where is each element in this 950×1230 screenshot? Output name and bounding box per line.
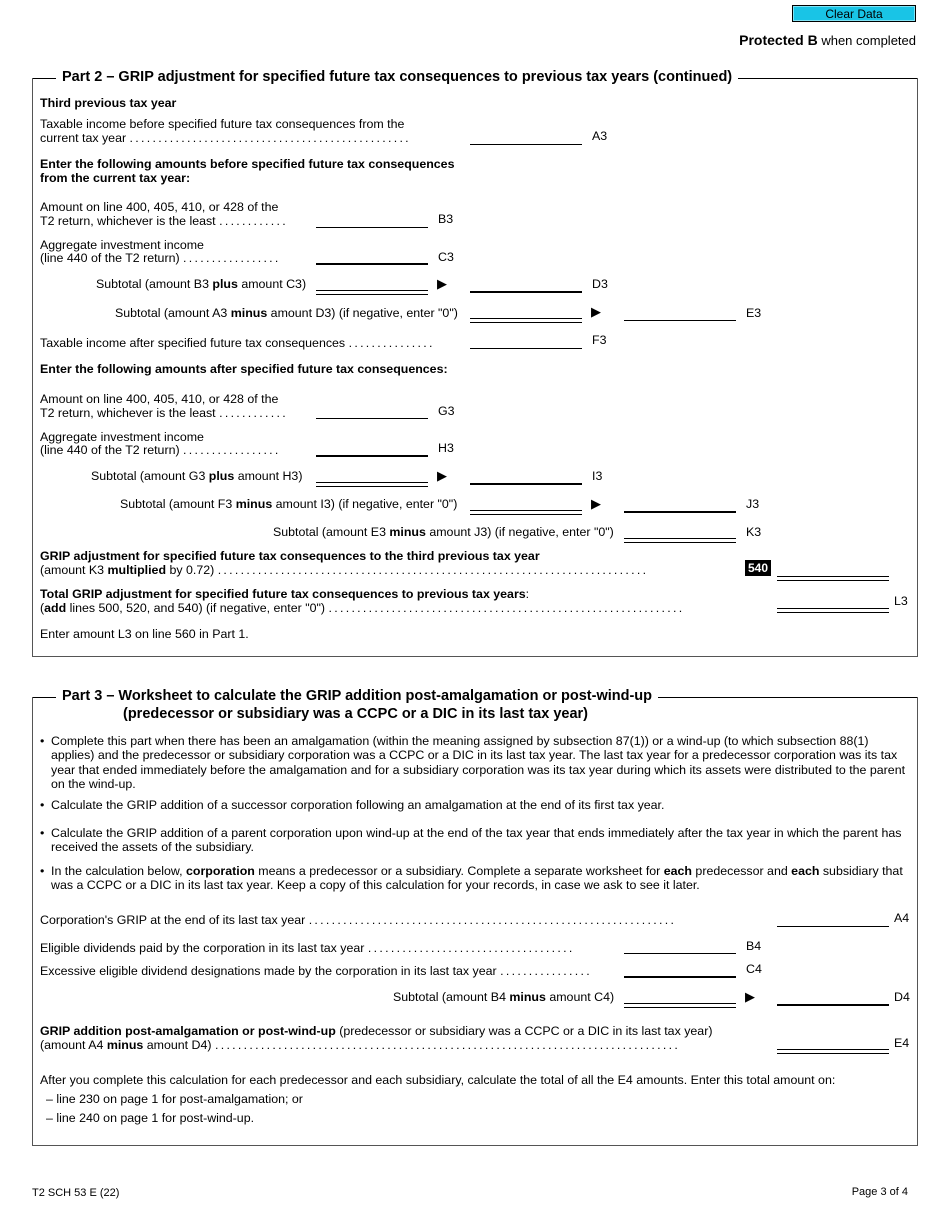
d4-arrow-icon: ▶ <box>745 989 755 1004</box>
b4-input[interactable] <box>624 953 736 954</box>
h3-label-2 <box>40 443 281 457</box>
j3-input[interactable] <box>624 511 736 513</box>
g3-label-1: Amount on line 400, 405, 410, or 428 of the <box>40 392 279 406</box>
j3-post: amount I3) (if negative, enter "0") <box>272 497 458 511</box>
k3-input[interactable] <box>624 538 736 543</box>
total-post: lines 500, 520, and 540) (if negative, enter "0") <box>66 601 326 615</box>
total-pre: ( <box>40 601 45 615</box>
b4-label <box>40 941 575 955</box>
c4-code: C4 <box>746 962 762 976</box>
e4-pre: (amount A4 <box>40 1038 107 1052</box>
i3-label <box>91 469 302 483</box>
d4-bold: minus <box>509 990 546 1004</box>
h3-label-1: Aggregate investment income <box>40 430 204 444</box>
d3-post: amount C3) <box>237 277 307 291</box>
d3-arrow-icon: ▶ <box>437 276 447 291</box>
form-id: T2 SCH 53 E (22) <box>32 1187 120 1199</box>
g3-label-2 <box>40 406 288 420</box>
e4-leader-dots: ................................................................................. <box>214 1038 681 1052</box>
e4-bold2: minus <box>106 1038 144 1052</box>
i3-input[interactable] <box>470 483 582 485</box>
total-heading <box>40 587 529 601</box>
h3-label-2-text: (line 440 of the T2 return) <box>40 443 180 457</box>
b4-text: Eligible dividends paid by the corporation in its last tax year <box>40 941 365 955</box>
a4-leader-dots: ................................................................ <box>308 913 677 927</box>
b3-label-2-text: T2 return, whichever is the least <box>40 214 216 228</box>
e4-input[interactable] <box>777 1049 889 1054</box>
c3-label-2-text: (line 440 of the T2 return) <box>40 251 180 265</box>
l3-input[interactable] <box>777 608 889 613</box>
g3-label-2-text: T2 return, whichever is the least <box>40 406 216 420</box>
f3-leader-dots: ............... <box>348 336 435 350</box>
c4-leader-dots: ................ <box>500 964 592 978</box>
c3-leader-dots: ................. <box>183 251 281 265</box>
j3-arrow-icon: ▶ <box>591 496 601 511</box>
bullet4-a: In the calculation below, <box>51 864 187 878</box>
f3-code: F3 <box>592 333 607 347</box>
k3-post: amount J3) (if negative, enter "0") <box>425 525 614 539</box>
total-label <box>40 601 685 615</box>
i3-post: amount H3) <box>234 469 303 483</box>
k3-bold: minus <box>389 525 426 539</box>
e3-label <box>115 306 458 320</box>
protected-b-text: Protected B <box>739 32 818 48</box>
line-540-input[interactable] <box>777 576 889 581</box>
c4-text: Excessive eligible dividend designations made by the corporation in its last tax year <box>40 964 497 978</box>
d4-label <box>393 990 614 1004</box>
f3-text: Taxable income after specified future tax consequences <box>40 336 346 350</box>
d3-code: D3 <box>592 277 608 291</box>
line-540-code: 540 <box>745 560 771 576</box>
protected-b-label <box>739 32 916 48</box>
b3-code: B3 <box>438 212 454 226</box>
g3-input[interactable] <box>316 418 428 419</box>
a3-leader-dots: ................................................. <box>129 131 411 145</box>
e3-bold: minus <box>230 306 268 320</box>
d3-bold: plus <box>212 277 238 291</box>
protected-suffix: when completed <box>821 33 916 48</box>
i3-arrow-icon: ▶ <box>437 468 447 483</box>
k3-label <box>273 525 614 539</box>
i3-bold: plus <box>208 469 235 483</box>
e4-post: amount D4) <box>143 1038 212 1052</box>
third-prev-heading: Third previous tax year <box>40 96 177 110</box>
c3-label-1: Aggregate investment income <box>40 238 204 252</box>
j3-label <box>120 497 457 511</box>
j3-subtotal-field[interactable] <box>470 510 582 515</box>
d4-subtotal-field[interactable] <box>624 1003 736 1008</box>
part3-title-1: Part 3 – Worksheet to calculate the GRIP addition post-amalgamation or post-wind-up <box>56 688 658 704</box>
part3-bullet-2: • Calculate the GRIP addition of a successor corporation following an amalgamation at the end of its first tax year. <box>40 798 910 812</box>
part3-bullet-3: • Calculate the GRIP addition of a parent corporation upon wind-up at the end of the tax year that ends immediately after the tax year in which the parent has received the assets of the subsidiary. <box>40 826 910 855</box>
i3-pre: Subtotal (amount G3 <box>91 469 209 483</box>
d4-code: D4 <box>894 990 910 1004</box>
after-text: After you complete this calculation for each predecessor and each subsidiary, calculate the total of all the E4 amounts. Enter this total amount on: <box>40 1073 836 1087</box>
b3-input[interactable] <box>316 227 428 228</box>
d4-post: amount C4) <box>545 990 615 1004</box>
before-heading-1: Enter the following amounts before specified future tax consequences <box>40 157 455 171</box>
e4-label <box>40 1038 680 1052</box>
bullet4-g: subsidiary that was a CCPC or a DIC in its last tax year. Keep a copy of this calculation for your records, in case we ask to see it later. <box>51 864 903 893</box>
after-heading: Enter the following amounts after specified future tax consequences: <box>40 362 448 376</box>
e3-arrow-icon: ▶ <box>591 304 601 319</box>
a3-input[interactable] <box>470 144 582 145</box>
part2-title: Part 2 – GRIP adjustment for specified future tax consequences to previous tax years (continued) <box>56 69 738 85</box>
h3-code: H3 <box>438 441 454 455</box>
i3-subtotal-field[interactable] <box>316 482 428 487</box>
a3-code: A3 <box>592 129 608 143</box>
g3-code: G3 <box>438 404 455 418</box>
grip540-pre: (amount K3 <box>40 563 108 577</box>
part3-title-2: (predecessor or subsidiary was a CCPC or a DIC in its last tax year) <box>123 706 588 722</box>
e3-code: E3 <box>746 306 762 320</box>
j3-code: J3 <box>746 497 760 511</box>
d4-input[interactable] <box>777 1004 889 1006</box>
c4-label <box>40 964 592 978</box>
b4-leader-dots: .................................... <box>367 941 575 955</box>
a4-label <box>40 913 676 927</box>
e3-input[interactable] <box>624 320 736 321</box>
e4-code: E4 <box>894 1036 910 1050</box>
j3-pre: Subtotal (amount F3 <box>120 497 236 511</box>
a3-label-2 <box>40 131 411 145</box>
e4-rest: (predecessor or subsidiary was a CCPC or a DIC in its last tax year) <box>335 1024 713 1038</box>
b4-code: B4 <box>746 939 762 953</box>
e3-subtotal-field[interactable] <box>470 318 582 323</box>
l3-code: L3 <box>894 594 908 608</box>
d3-subtotal-field[interactable] <box>316 290 428 295</box>
a3-label-1: Taxable income before specified future tax consequences from the <box>40 117 405 131</box>
j3-bold: minus <box>235 497 273 511</box>
bullet4-f: each <box>791 864 820 878</box>
clear-data-button[interactable]: Clear Data <box>792 5 916 22</box>
d3-pre: Subtotal (amount B3 <box>96 277 213 291</box>
d3-input[interactable] <box>470 291 582 293</box>
grip540-label <box>40 563 648 577</box>
b3-label-2 <box>40 214 288 228</box>
part3-bullet-4 <box>40 864 910 893</box>
f3-label <box>40 336 435 350</box>
a3-label-2-text: current tax year <box>40 131 127 145</box>
bullet4-b: corporation <box>186 864 255 878</box>
g3-leader-dots: ............ <box>219 406 288 420</box>
part3-bullet-1: • Complete this part when there has been an amalgamation (within the meaning assigned by subsection 87(1)) or a wind-up (to which subsection 88(1) applies) and the predecessor or subsidiary corporation was a CCPC or a DIC in its last tax year. The last tax year for a predecessor corporation was its tax year that ended immediately before the amalgamation and for a subsidiary corporation was its tax year during which its assets were distributed to the parent on the wind-up. <box>40 734 910 791</box>
a4-code: A4 <box>894 911 910 925</box>
b3-leader-dots: ............ <box>219 214 288 228</box>
e4-heading <box>40 1024 712 1038</box>
a4-text: Corporation's GRIP at the end of its last tax year <box>40 913 306 927</box>
k3-pre: Subtotal (amount E3 <box>273 525 390 539</box>
d4-pre: Subtotal (amount B4 <box>393 990 510 1004</box>
b3-label-1: Amount on line 400, 405, 410, or 428 of the <box>40 200 279 214</box>
bullet4-d: each <box>663 864 692 878</box>
i3-code: I3 <box>592 469 603 483</box>
grip540-bold: multiplied <box>107 563 167 577</box>
dash-item-1: – line 230 on page 1 for post-amalgamation; or <box>46 1092 303 1106</box>
k3-code: K3 <box>746 525 762 539</box>
dash-item-2: – line 240 on page 1 for post-wind-up. <box>46 1111 255 1125</box>
h3-input[interactable] <box>316 455 428 457</box>
grip540-leader-dots: ........................................................................... <box>217 563 649 577</box>
bullet4-e: predecessor and <box>691 864 792 878</box>
enter-l3-note: Enter amount L3 on line 560 in Part 1. <box>40 627 249 641</box>
bullet4-c: means a predecessor or a subsidiary. Complete a separate worksheet for <box>254 864 664 878</box>
c3-label-2 <box>40 251 281 265</box>
total-colon: : <box>525 587 530 601</box>
total-heading-text: Total GRIP adjustment for specified future tax consequences to previous tax years <box>40 587 526 601</box>
a4-input[interactable] <box>777 926 889 927</box>
h3-leader-dots: ................. <box>183 443 281 457</box>
grip540-heading: GRIP adjustment for specified future tax consequences to the third previous tax year <box>40 549 540 563</box>
page-number: Page 3 of 4 <box>851 1186 908 1198</box>
grip540-post: by 0.72) <box>166 563 215 577</box>
d3-label <box>96 277 306 291</box>
total-bold: add <box>44 601 67 615</box>
e4-bold: GRIP addition post-amalgamation or post-wind-up <box>40 1024 336 1038</box>
total-leader-dots: .............................................................. <box>328 601 685 615</box>
e3-pre: Subtotal (amount A3 <box>115 306 231 320</box>
c3-input[interactable] <box>316 263 428 265</box>
c3-code: C3 <box>438 250 454 264</box>
c4-input[interactable] <box>624 976 736 978</box>
before-heading-2: from the current tax year: <box>40 171 191 185</box>
f3-input[interactable] <box>470 348 582 349</box>
e3-post: amount D3) (if negative, enter "0") <box>267 306 458 320</box>
